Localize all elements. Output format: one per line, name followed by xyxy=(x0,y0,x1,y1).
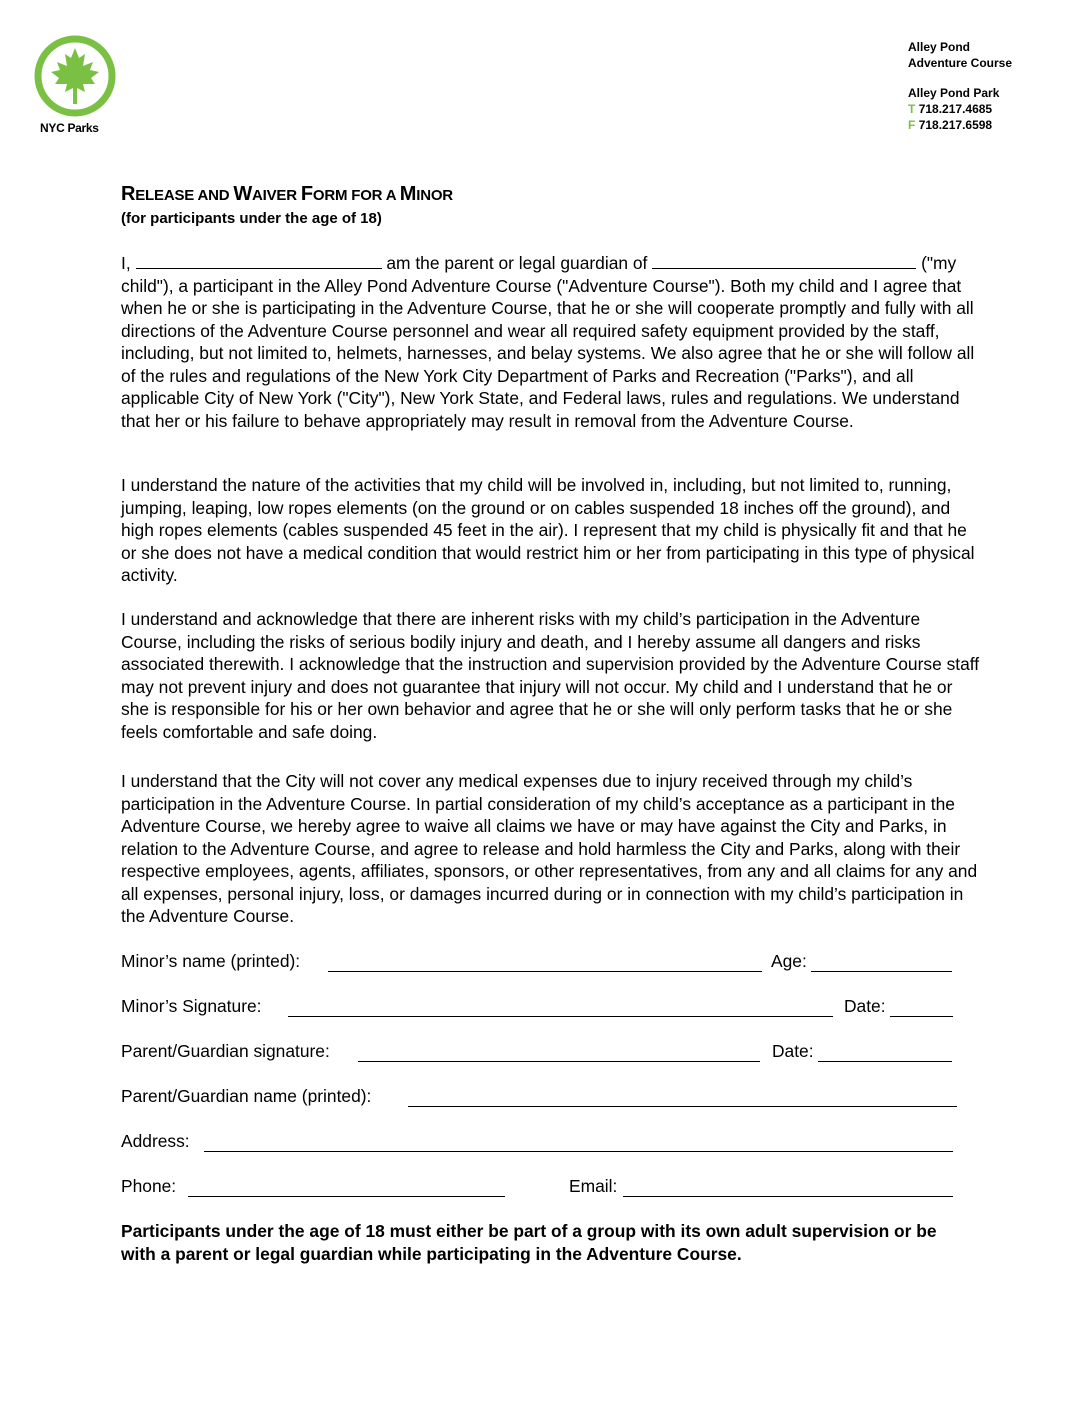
address-label: Address: xyxy=(121,1131,190,1151)
guardian-signature-field[interactable] xyxy=(358,1041,760,1062)
title-part: ELEASE AND xyxy=(135,187,234,204)
address-row xyxy=(121,1131,961,1155)
paragraph-1 xyxy=(121,250,981,432)
title-part: R xyxy=(121,183,136,205)
address-field[interactable] xyxy=(204,1131,953,1152)
contact-name-line1: Alley Pond xyxy=(908,40,971,54)
p1-start: I, xyxy=(121,253,131,273)
nyc-parks-logo xyxy=(33,34,117,118)
title-part: M xyxy=(399,183,417,205)
title-part: ORM FOR A xyxy=(312,187,400,204)
phone-number: 718.217.4685 xyxy=(918,102,993,116)
title-part: AIVER xyxy=(252,187,301,204)
phone-email-row xyxy=(121,1176,961,1200)
p1-rest: ("my child"), a participant in the Alley Pond Adventure Course ("Adventure Course"). Both my child and I agree that when he or she is participating in the Adventure Course, that he or she will cooperate promptly and fully with all directions of the Adventure Course personnel and wear all required safety equipment provided by the staff, including, but not limited to, helmets, harnesses, and belay systems. We also agree that he or she will follow all of the rules and regulations of the New York City Department of Parks and Recreation ("Parks"), and all applicable City of New York ("City"), New York State, and Federal laws, rules and regulations. We understand that her or his failure to behave appropriately may result in removal from the Adventure Course. xyxy=(121,253,975,431)
minor-signature-row xyxy=(121,996,961,1020)
age-label: Age: xyxy=(771,951,807,971)
title-part: F xyxy=(300,183,313,205)
contact-phone xyxy=(908,101,1012,117)
phone-label: T xyxy=(908,102,916,116)
guardian-signature-row xyxy=(121,1041,961,1065)
minor-name-field[interactable] xyxy=(328,951,762,972)
guardian-name-label: Parent/Guardian name (printed): xyxy=(121,1086,372,1106)
date-label: Date: xyxy=(844,996,886,1016)
form-title xyxy=(121,183,453,206)
phone-label: Phone: xyxy=(121,1176,177,1196)
guardian-name-row xyxy=(121,1086,961,1110)
paragraph-4: I understand that the City will not cover any medical expenses due to injury received through my child’s participation in the Adventure Course. In partial consideration of my child’s acceptance as a participant in the Adventure Course, we hereby agree to waive all claims we have or may have against the City and Parks, in relation to the Adventure Course, and agree to release and hold harmless the City and Parks, along with their respective employees, agents, affiliates, sponsors, or other representatives, from any and all claims for any and all expenses, personal injury, loss, or damages incurred during or in connection with my child’s participation in the Adventure Course. xyxy=(121,771,978,926)
contact-block xyxy=(908,39,1012,133)
child-name-blank[interactable] xyxy=(652,250,916,269)
email-field[interactable] xyxy=(623,1176,953,1197)
logo-text: NYC Parks xyxy=(40,121,99,135)
date-field[interactable] xyxy=(818,1041,952,1062)
contact-name-line2: Adventure Course xyxy=(908,56,1013,70)
minor-name-label: Minor’s name (printed): xyxy=(121,951,301,971)
age-field[interactable] xyxy=(811,951,952,972)
contact-park: Alley Pond Park xyxy=(908,86,1000,100)
fax-number: 718.217.6598 xyxy=(918,118,993,132)
minor-signature-label: Minor’s Signature: xyxy=(121,996,262,1016)
email-label: Email: xyxy=(569,1176,618,1196)
phone-field[interactable] xyxy=(188,1176,505,1197)
maple-leaf-icon xyxy=(33,34,117,118)
form-subtitle: (for participants under the age of 18) xyxy=(121,210,382,227)
fax-label: F xyxy=(908,118,916,132)
guardian-signature-label: Parent/Guardian signature: xyxy=(121,1041,330,1061)
date-label: Date: xyxy=(772,1041,814,1061)
footer-note: Participants under the age of 18 must either be part of a group with its own adult supervision or be with a parent or legal guardian while participating in the Adventure Course. xyxy=(121,1221,937,1264)
contact-fax xyxy=(908,117,1012,133)
guardian-name-field[interactable] xyxy=(408,1086,957,1107)
minor-name-row xyxy=(121,951,961,975)
paragraph-3: I understand and acknowledge that there are inherent risks with my child’s participation in the Adventure Course, including the risks of serious bodily injury and death, and I hereby assume all dangers and risks associated therewith. I acknowledge that the instruction and supervision provided by the Adventure Course staff may not prevent injury and does not guarantee that injury will not occur. My child and I understand that he or she is responsible for his or her own behavior and agree that he or she will only perform tasks that he or she feels comfortable and safe doing. xyxy=(121,609,980,742)
title-part: W xyxy=(233,183,253,205)
guardian-name-blank[interactable] xyxy=(136,250,382,269)
title-part: INOR xyxy=(416,187,453,204)
minor-signature-field[interactable] xyxy=(288,996,833,1017)
p1-mid: am the parent or legal guardian of xyxy=(386,253,648,273)
date-field[interactable] xyxy=(890,996,953,1017)
paragraph-2: I understand the nature of the activities that my child will be involved in, including, but not limited to, running, jumping, leaping, low ropes elements (on the ground or on cables suspended 18 inches off the ground), and high ropes elements (cables suspended 45 feet in the air). I represent that my child is physically fit and that he or she does not have a medical condition that would restrict him or her from participating in this type of physical activity. xyxy=(121,475,975,585)
